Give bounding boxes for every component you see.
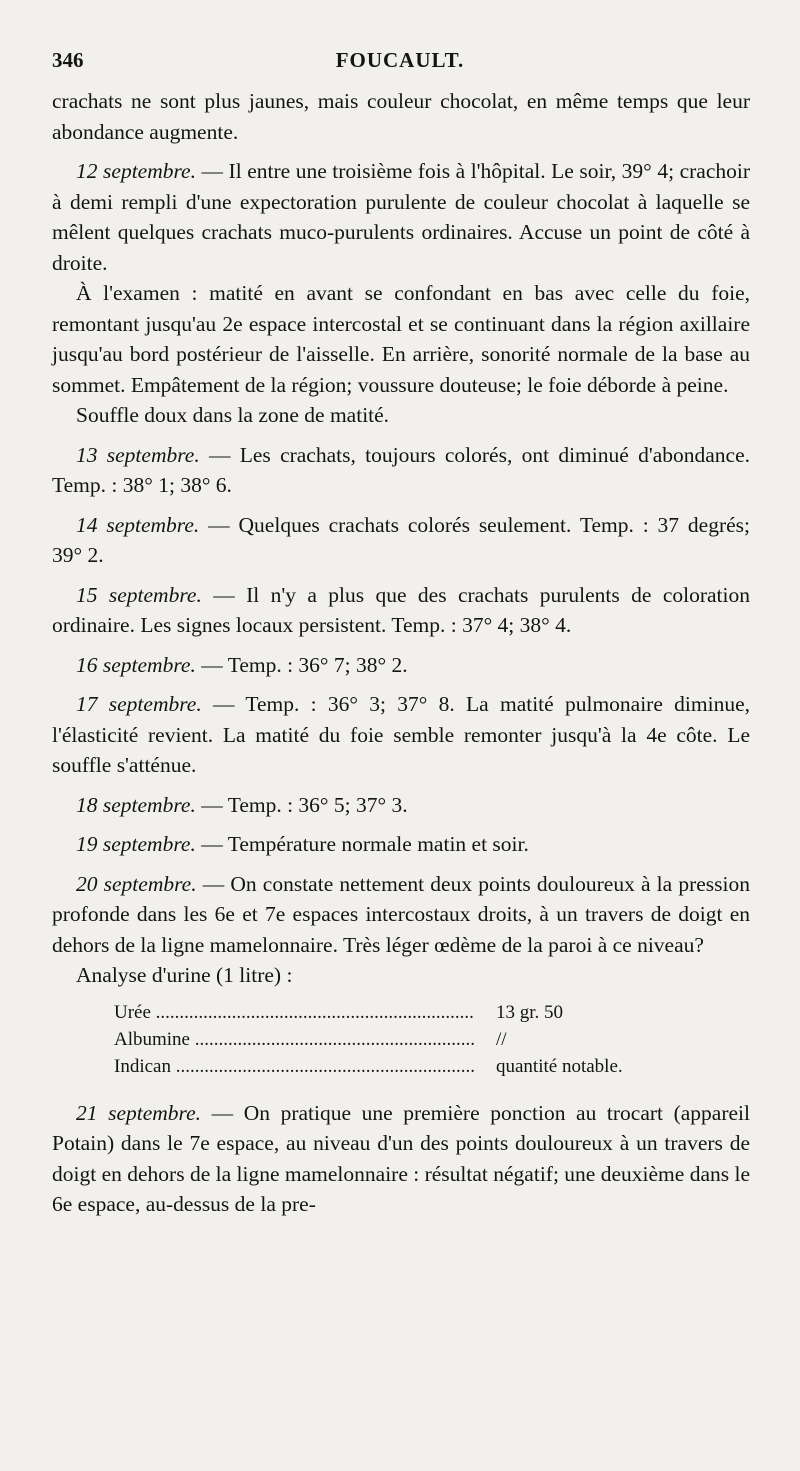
table-row	[114, 999, 750, 1026]
entry-date: 17 septembre.	[76, 692, 202, 716]
urine-value: //	[496, 1028, 507, 1050]
urine-label: Indican .....	[114, 1053, 474, 1080]
urine-value: 13 gr. 50	[496, 1001, 564, 1023]
urine-analysis-table	[52, 999, 750, 1080]
entry-date: 15 septembre.	[76, 582, 202, 607]
table-row	[114, 1026, 750, 1053]
paragraph: 17 septembre. — Temp. : 36° 3; 37° 8. La matité pulmonaire diminue, l'élasticité revient. La matité du foie semble remonter jusqu'à la 4e côte. Le souffle s'atténue.	[52, 692, 750, 777]
urine-label: Urée .....	[114, 999, 474, 1026]
entry-date: 20 septembre.	[76, 871, 197, 896]
running-title: FOUCAULT.	[335, 48, 465, 72]
page-header	[52, 48, 748, 74]
entry-date: 21 septembre.	[76, 1100, 202, 1125]
entry-date: 16 septembre.	[76, 652, 196, 677]
paragraph: 20 septembre. — On constate nettement deux points douloureux à la pression profonde dans les 6e et 7e espaces intercostaux droits, à un travers de doigt en dehors de la ligne mamelonnaire. Très léger œdème de la paroi à ce niveau?	[52, 871, 750, 957]
entry-date: 14 septembre.	[76, 512, 200, 537]
entry-date: 19 septembre.	[76, 832, 196, 856]
paragraph: 13 septembre. — Les crachats, toujours colorés, ont diminué d'abondance. Temp. : 38° 1; 38° 6.	[52, 442, 750, 497]
paragraph: 19 septembre. — Température normale matin et soir.	[76, 832, 529, 856]
page-body	[52, 86, 750, 1220]
paragraph: Analyse d'urine (1 litre) :	[76, 963, 293, 987]
entry-date: 12 septembre.	[76, 159, 196, 183]
paragraph: Souffle doux dans la zone de matité.	[76, 403, 390, 427]
entry-date: 18 septembre.	[76, 792, 196, 817]
paragraph: 21 septembre. — On pratique une première ponction au trocart (appareil Potain) dans le 7e espace, au niveau d'un des points douloureux à un travers de doigt en dehors de la ligne mamelonnaire : résultat négatif; une deuxième dans le 6e espace, au-dessus de la pre-	[52, 1100, 750, 1216]
table-row	[114, 1053, 750, 1080]
page-number: 346	[52, 48, 84, 72]
urine-label: Albumine .....	[114, 1026, 474, 1053]
paragraph: À l'examen : matité en avant se confondant en bas avec celle du foie, remontant jusqu'au 2e espace intercostal et se continuant dans la région axillaire jusqu'au bord postérieur de l'aisselle. En arrière, sonorité normale de la base au sommet. Empâtement de la région; voussure douteuse; le foie déborde à peine.	[52, 281, 750, 397]
urine-value: quantité notable.	[496, 1055, 623, 1077]
paragraph: 12 septembre. — Il entre une troisième fois à l'hôpital. Le soir, 39° 4; crachoir à demi rempli d'une expectoration purulente de couleur chocolat à laquelle se mêlent quelques crachats muco-purulents ordinaires. Accuse un point de côté à droite.	[52, 159, 750, 275]
paragraph: 14 septembre. — Quelques crachats colorés seulement. Temp. : 37 degrés; 39° 2.	[52, 512, 750, 567]
paragraph: 15 septembre. — Il n'y a plus que des crachats purulents de coloration ordinaire. Les signes locaux persistent. Temp. : 37° 4; 38° 4.	[52, 582, 750, 637]
paragraph: 18 septembre. — Temp. : 36° 5; 37° 3.	[76, 792, 408, 817]
entry-date: 13 septembre.	[76, 442, 200, 467]
paragraph: crachats ne sont plus jaunes, mais couleur chocolat, en même temps que leur abondance augmente.	[52, 89, 750, 144]
paragraph: 16 septembre. — Temp. : 36° 7; 38° 2.	[76, 652, 408, 677]
